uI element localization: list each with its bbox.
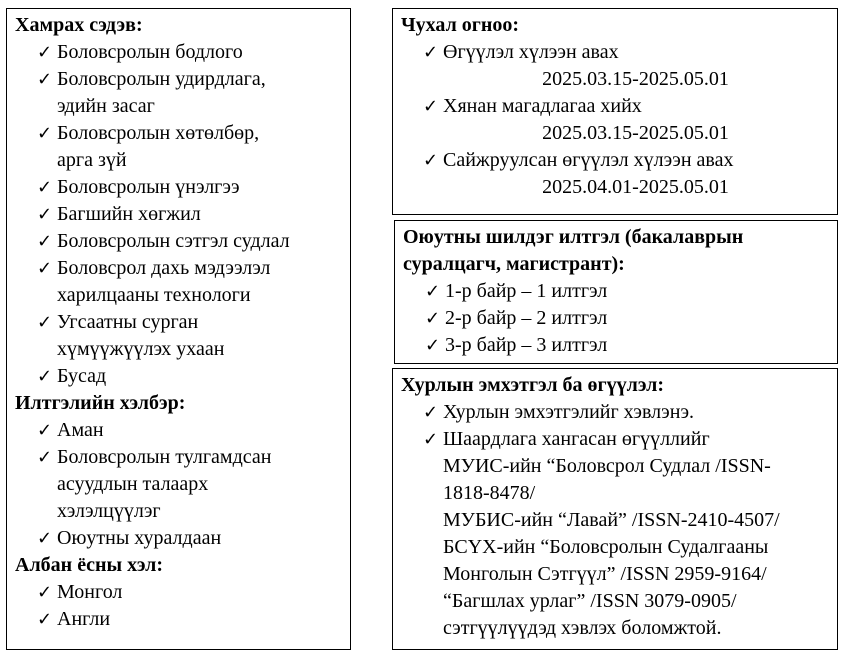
list-item [15, 417, 350, 444]
award-list [403, 278, 837, 359]
checkmark-icon: ✓ [425, 308, 441, 329]
list-item-text: 1818-8478/ [443, 482, 536, 504]
conference-heading: Хурлын эмхэтгэл ба өгүүлэл: [401, 374, 665, 396]
award-heading [403, 224, 837, 278]
list-item-text: Шаардлага хангасан өгүүллийг [443, 428, 710, 450]
award-item-text: 1-р байр – 1 илтгэл [445, 280, 608, 302]
list-item-text: харилцааны технологи [57, 284, 251, 306]
list-item [401, 426, 837, 642]
award-item-text: 3-р байр – 3 илтгэл [445, 334, 608, 356]
date-item-label: Өгүүлэл хүлээн авах [443, 41, 619, 63]
checkmark-icon: ✓ [37, 123, 53, 144]
award-panel [394, 220, 838, 364]
list-item-text: Боловсролын сэтгэл судлал [57, 230, 290, 252]
language-list [15, 579, 350, 633]
date-item-label: Хянан магадлагаа хийх [443, 95, 642, 117]
checkmark-icon: ✓ [37, 582, 53, 603]
list-item-text: МУИС-ийн “Боловсрол Судлал /ISSN- [443, 455, 771, 477]
list-item [401, 147, 837, 201]
date-range: 2025.03.15-2025.05.01 [542, 122, 729, 144]
conference-panel [392, 368, 838, 650]
dates-list [401, 39, 837, 201]
list-item [403, 278, 837, 305]
list-item-text: хэлэлцүүлэг [57, 500, 161, 522]
dates-panel [392, 8, 838, 215]
list-item-text: Хурлын эмхэтгэлийг хэвлэнэ. [443, 401, 695, 423]
conference-list [401, 399, 837, 642]
list-item [15, 579, 350, 606]
list-item [401, 399, 837, 426]
checkmark-icon: ✓ [37, 420, 53, 441]
checkmark-icon: ✓ [423, 429, 439, 450]
list-item-text: Боловсролын үнэлгээ [57, 176, 240, 198]
language-heading: Албан ёсны хэл: [15, 554, 163, 576]
list-item-text: Бусад [57, 365, 107, 387]
list-item [401, 39, 837, 93]
list-item-text: Боловсролын удирдлага, [57, 68, 266, 90]
list-item [15, 606, 350, 633]
award-heading-line: Оюутны шилдэг илтгэл (бакалаврын [403, 226, 744, 248]
format-heading: Илтгэлийн хэлбэр: [15, 392, 186, 414]
topics-list [15, 39, 350, 390]
list-item [15, 39, 350, 66]
checkmark-icon: ✓ [37, 177, 53, 198]
list-item-text: Боловсрол дахь мэдээлэл [57, 257, 271, 279]
date-item-label: Сайжруулсан өгүүлэл хүлээн авах [443, 149, 734, 171]
award-heading-line: суралцагч, магистрант): [403, 253, 625, 275]
list-item [15, 66, 350, 120]
dates-heading: Чухал огноо: [401, 14, 520, 36]
list-item-text: Оюутны хуралдаан [57, 527, 222, 549]
list-item-text: Аман [57, 419, 104, 441]
topics-panel [6, 8, 351, 650]
list-item-text: Багшийн хөгжил [57, 203, 201, 225]
checkmark-icon: ✓ [37, 609, 53, 630]
list-item-text: БСҮХ-ийн “Боловсролын Судалгааны [443, 536, 769, 558]
list-item-text: Монгол [57, 581, 123, 603]
list-item-text: Монголын Сэтгүүл” /ISSN 2959-9164/ [443, 563, 767, 585]
topics-heading: Хамрах сэдэв: [15, 14, 143, 36]
list-item-text: Англи [57, 608, 111, 630]
list-item-text: сэтгүүлүүдэд хэвлэх боломжтой. [443, 617, 722, 639]
checkmark-icon: ✓ [37, 258, 53, 279]
checkmark-icon: ✓ [423, 150, 439, 171]
list-item-text: Угсаатны сурган [57, 311, 199, 333]
checkmark-icon: ✓ [425, 335, 441, 356]
format-list [15, 417, 350, 552]
list-item [15, 174, 350, 201]
list-item-text: асуудлын талаарх [57, 473, 209, 495]
checkmark-icon: ✓ [423, 96, 439, 117]
checkmark-icon: ✓ [37, 69, 53, 90]
checkmark-icon: ✓ [37, 42, 53, 63]
list-item [401, 93, 837, 147]
checkmark-icon: ✓ [37, 231, 53, 252]
checkmark-icon: ✓ [37, 312, 53, 333]
checkmark-icon: ✓ [37, 528, 53, 549]
checkmark-icon: ✓ [425, 281, 441, 302]
list-item-text: хүмүүжүүлэх ухаан [57, 338, 225, 360]
list-item [15, 120, 350, 174]
list-item [403, 332, 837, 359]
list-item-text: арга зүй [57, 149, 127, 171]
list-item-text: Боловсролын бодлого [57, 41, 243, 63]
date-range: 2025.04.01-2025.05.01 [542, 176, 729, 198]
list-item [15, 228, 350, 255]
list-item-text: МУБИС-ийн “Лавай” /ISSN-2410-4507/ [443, 509, 780, 531]
list-item [15, 309, 350, 363]
list-item-text: Боловсролын хөтөлбөр, [57, 122, 260, 144]
list-item-text: эдийн засаг [57, 95, 155, 117]
list-item [15, 363, 350, 390]
list-item-text: Боловсролын тулгамдсан [57, 446, 272, 468]
list-item [15, 255, 350, 309]
date-range: 2025.03.15-2025.05.01 [542, 68, 729, 90]
list-item [15, 525, 350, 552]
checkmark-icon: ✓ [423, 42, 439, 63]
checkmark-icon: ✓ [37, 447, 53, 468]
checkmark-icon: ✓ [423, 402, 439, 423]
checkmark-icon: ✓ [37, 204, 53, 225]
list-item [403, 305, 837, 332]
list-item-text: “Багшлах урлаг” /ISSN 3079-0905/ [443, 590, 737, 612]
list-item [15, 201, 350, 228]
checkmark-icon: ✓ [37, 366, 53, 387]
list-item [15, 444, 350, 525]
award-item-text: 2-р байр – 2 илтгэл [445, 307, 608, 329]
